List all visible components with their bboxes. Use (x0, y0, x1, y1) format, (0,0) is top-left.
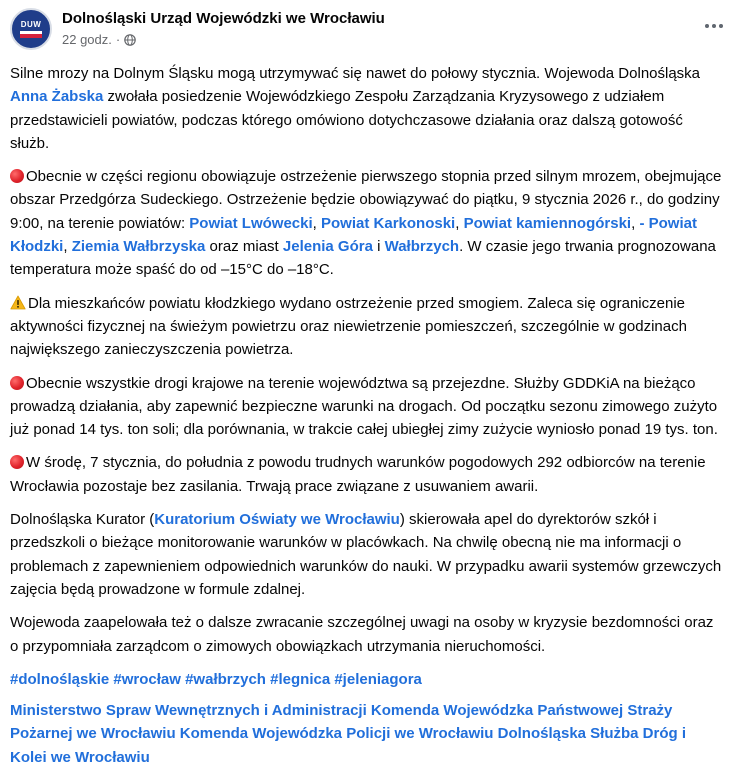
paragraph-intro (10, 62, 722, 155)
post-header (10, 8, 730, 52)
text: Dolnośląska Kurator ( (10, 511, 155, 529)
text: , (455, 214, 464, 232)
text: Obecnie w części regionu obowiązuje ostrzeżenie pierwszego stopnia przed silnym mrozem, obejmujące obszar Przedgórza Sudeckiego. Ostrzeżenie będzie obowiązywać do piątku, 9 stycznia 2026 r., do godziny 9:00, na terenie powiatów: (10, 168, 722, 232)
text: ) skierowała apel do dyrektorów szkół i przedszkoli o bieżące monitorowanie warunków w placówkach. Na chwilę obecną nie ma informacji o problemach z zapewnieniem odpowiednich warunków do nauki. W przypadku awarii systemów grzewczych zajęcia będą prowadzone w formule zdalnej. (10, 511, 722, 598)
tag-kwp-wroclaw[interactable]: Komenda Wojewódzka Policji we Wrocławiu (179, 725, 494, 743)
hashtag-link[interactable]: #wałbrzych (185, 670, 266, 688)
text: . W czasie jego trwania prognozowana temperatura może spaść do od –15°C do –18°C. (10, 238, 716, 279)
text: zwołała posiedzenie Wojewódzkiego Zespołu Zarządzania Kryzysowego z udziałem przedstawicieli powiatów, podczas którego omówiono dotychczasowe działania oraz dalszą gotowość służb. (10, 88, 683, 152)
avatar-logo-text: DUW (20, 20, 42, 29)
mention-jelenia-gora[interactable]: Jelenia Góra (282, 238, 373, 256)
paragraph-schools (10, 508, 722, 601)
tag-dsdik-wroclaw[interactable]: Dolnośląska Służba Dróg i Kolei we Wrocławiu (10, 725, 687, 766)
hashtags (10, 668, 722, 691)
text: , (312, 214, 322, 232)
text: Silne mrozy na Dolnym Śląsku mogą utrzymywać się nawet do połowy stycznia. Wojewoda Dolnośląska (10, 65, 701, 82)
hashtag-link[interactable]: #wrocław (113, 670, 181, 688)
mention-walbrzych[interactable]: Wałbrzych (384, 238, 460, 256)
mention-anna-zabska[interactable]: Anna Żabska (10, 88, 104, 106)
mention-powiat-karkonoski[interactable]: Powiat Karkonoski (321, 214, 456, 232)
text: i (372, 238, 385, 256)
mention-powiat-klodzki[interactable]: - Powiat Kłodzki (10, 214, 697, 256)
more-options-icon[interactable] (700, 12, 728, 40)
text: W środę, 7 stycznia, do południa z powodu trudnych warunków pogodowych 292 odbiorców na terenie Wrocławia pozostaje bez zasilania. Trwają prace związane z usuwaniem awarii. (10, 454, 706, 495)
mention-powiat-kamiennogorski[interactable]: Powiat kamiennogórski (463, 214, 632, 232)
tagged-pages (10, 699, 722, 769)
text: Wojewoda zaapelowała też o dalsze zwracanie szczególnej uwagi na osoby w kryzysie bezdomności oraz o przypomniała zarządcom o zimowych obowiązkach utrzymania nieruchomości. (10, 614, 714, 655)
hashtag-link[interactable]: #jeleniagora (334, 670, 422, 688)
globe-icon[interactable] (124, 34, 136, 46)
mention-powiat-lwowecki[interactable]: Powiat Lwówecki (189, 214, 313, 232)
post-time[interactable]: 22 godz. (62, 32, 112, 47)
post-meta (62, 32, 136, 47)
red-circle-icon (10, 376, 24, 390)
red-circle-icon (10, 169, 24, 183)
text: oraz miast (205, 238, 283, 256)
avatar[interactable] (10, 8, 52, 50)
paragraph-frost-warning (10, 165, 722, 281)
hashtag-link[interactable]: #dolnośląskie (10, 670, 110, 688)
warning-icon (10, 295, 26, 310)
paragraph-power-outage (10, 451, 722, 498)
red-circle-icon (10, 455, 24, 469)
paragraph-roads (10, 372, 722, 442)
tag-kwpsp-wroclaw[interactable]: Komenda Wojewódzka Państwowej Straży Pożarnej we Wrocławiu (10, 702, 673, 743)
post-body (10, 62, 722, 779)
paragraph-homeless (10, 611, 722, 658)
paragraph-smog-warning (10, 292, 722, 362)
hashtag-link[interactable]: #legnica (270, 670, 331, 688)
text: , (63, 238, 72, 256)
text: Obecnie wszystkie drogi krajowe na terenie województwa są przejezdne. Służby GDDKiA na bieżąco prowadzą działania, aby zapewnić bezpieczne warunki na drogach. Od początku sezonu zimowego zużyto już ponad 14 tys. ton soli; dla porównania, w trakcie całej ubiegłej zimy zużycie wyniosło ponad 19 tys. ton. (10, 374, 718, 439)
text: Dla mieszkańców powiatu kłodzkiego wydano ostrzeżenie przed smogiem. Zaleca się ograniczenie aktywności fizycznej na świeżym powietrzu oraz niewietrzenie pomieszczeń, szczególnie w godzinach największego zanieczyszczenia powietrza. (10, 294, 687, 359)
flag-icon (20, 31, 42, 38)
mention-ziemia-walbrzyska[interactable]: Ziemia Wałbrzyska (71, 238, 206, 256)
mention-kuratorium[interactable]: Kuratorium Oświaty we Wrocławiu (154, 511, 400, 529)
text: , (631, 214, 640, 232)
meta-separator: · (115, 32, 121, 47)
tag-mswia[interactable]: Ministerstwo Spraw Wewnętrznych i Administracji (10, 702, 367, 720)
page-name-link[interactable]: Dolnośląski Urząd Wojewódzki we Wrocławiu (62, 10, 385, 27)
